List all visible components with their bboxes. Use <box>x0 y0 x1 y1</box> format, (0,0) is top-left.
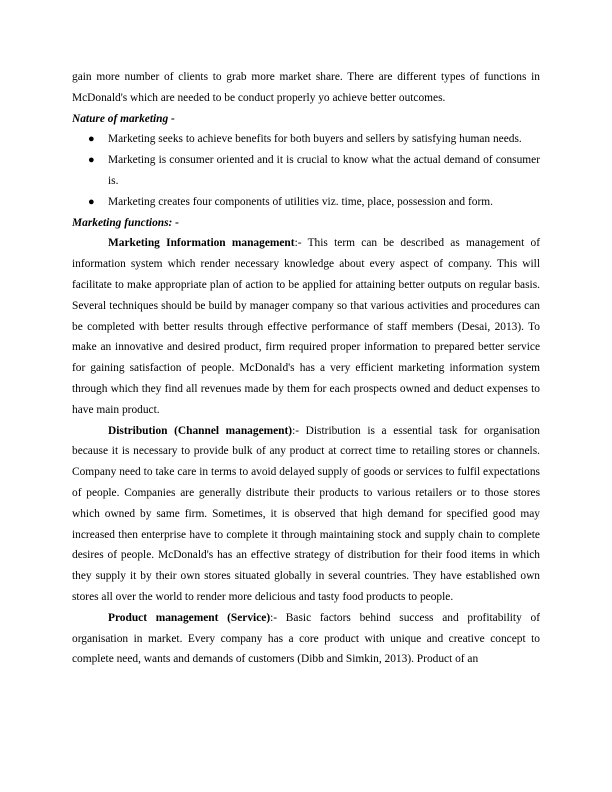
marketing-information-management-paragraph <box>72 233 540 420</box>
document-page <box>72 67 540 670</box>
bullet-icon: ● <box>88 154 95 167</box>
bullet-icon: ● <box>88 195 95 208</box>
bullet-text: Marketing creates four components of utilities viz. time, place, possession and form. <box>108 195 493 208</box>
nature-bullet-list <box>72 129 540 212</box>
bullet-icon: ● <box>88 133 95 146</box>
section-text: :- Basic factors behind success and profitability of organisation in market. Every company has a core product with unique and creative concept to complete need, wants and demands of customers (Dibb and Simkin, 2013). Product of an <box>72 611 540 666</box>
distribution-paragraph <box>72 421 540 608</box>
intro-paragraph: gain more number of clients to grab more market share. There are different types of functions in McDonald's which are needed to be conduct properly yo achieve better outcomes. <box>72 71 540 104</box>
section-term: Distribution (Channel management) <box>108 424 293 437</box>
bullet-text: Marketing seeks to achieve benefits for both buyers and sellers by satisfying human needs. <box>108 133 522 146</box>
list-item <box>88 150 540 192</box>
list-item <box>88 192 540 213</box>
section-text: :- Distribution is a essential task for organisation because it is necessary to provide bulk of any product at correct time to retailing stores or channels. Company need to take care in terms to avoid delayed supply of goods or services to fulfil expectations of people. Companies are generally distribute their products to various retailers or to those stores which owned by same firm. Sometimes, it is observed that high demand for specified good may increased then enterprise have to complete it through maintaining stock and supply chain to complete desires of people. McDonald's has an effective strategy of distribution for their food items in which they supply it by their own stores situated globally in several countries. They have established own stores all over the world to render more delicious and tasty food products to people. <box>72 424 540 603</box>
list-item <box>88 129 540 150</box>
nature-of-marketing-heading: Nature of marketing - <box>72 112 175 125</box>
section-term: Product management (Service) <box>108 611 271 624</box>
product-management-paragraph <box>72 608 540 670</box>
section-text: :- This term can be described as management of information system which render necessary knowledge about every aspect of company. This will facilitate to make appropriate plan of action to be applied for attaining better outputs on regular basis. Several techniques should be build by manager company so that various activities and procedures can be completed with better results through effective performance of staff members (Desai, 2013). To make an innovative and desired product, firm required proper information to prepared better service for gaining satisfaction of people. McDonald's has a very efficient marketing information system through which they find all revenues made by them for each prospects owned and deduct expenses to have main product. <box>72 237 541 416</box>
marketing-functions-heading: Marketing functions: - <box>72 216 179 229</box>
bullet-text: Marketing is consumer oriented and it is crucial to know what the actual demand of consumer is. <box>108 154 540 187</box>
section-term: Marketing Information management <box>108 237 295 250</box>
